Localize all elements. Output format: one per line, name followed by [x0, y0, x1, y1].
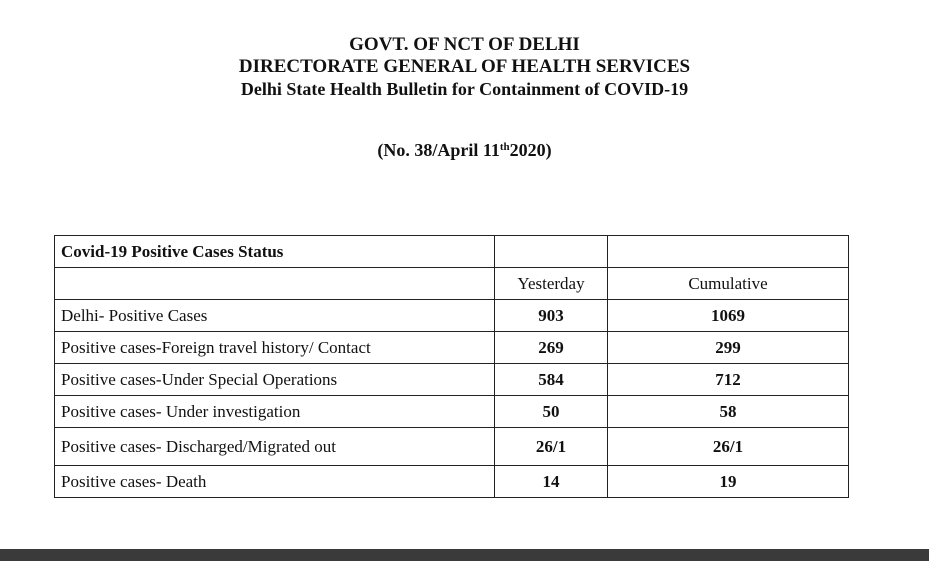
row-label: Positive cases-Foreign travel history/ Contact	[55, 332, 495, 364]
row-label: Positive cases- Under investigation	[55, 396, 495, 428]
row-cumulative-value: 26/1	[608, 428, 849, 466]
row-yesterday-value: 903	[495, 300, 608, 332]
header-bulletin-title: Delhi State Health Bulletin for Containment of COVID-19	[240, 79, 689, 99]
row-yesterday-value: 50	[495, 396, 608, 428]
column-header-cumulative: Cumulative	[608, 268, 849, 300]
table-title: Covid-19 Positive Cases Status	[55, 236, 495, 268]
table-row	[55, 332, 849, 364]
table-title-row	[55, 236, 849, 268]
table-row	[55, 428, 849, 466]
bulletin-number-sup: th	[499, 141, 510, 153]
bulletin-number	[0, 140, 929, 161]
row-cumulative-value: 19	[608, 466, 849, 498]
bottom-bar	[0, 549, 929, 561]
row-cumulative-value: 1069	[608, 300, 849, 332]
table-row	[55, 364, 849, 396]
row-cumulative-value: 299	[608, 332, 849, 364]
empty-header-cell	[495, 236, 608, 268]
bulletin-number-prefix: (No. 38/April 11	[377, 140, 500, 160]
header-directorate: DIRECTORATE GENERAL OF HEALTH SERVICES	[238, 56, 691, 77]
column-header-row	[55, 268, 849, 300]
header-govt: GOVT. OF NCT OF DELHI	[349, 34, 580, 55]
row-label: Positive cases- Discharged/Migrated out	[55, 428, 495, 466]
table-row	[55, 300, 849, 332]
table-row	[55, 396, 849, 428]
row-label: Delhi- Positive Cases	[55, 300, 495, 332]
row-yesterday-value: 269	[495, 332, 608, 364]
row-cumulative-value: 58	[608, 396, 849, 428]
row-label: Positive cases-Under Special Operations	[55, 364, 495, 396]
row-yesterday-value: 584	[495, 364, 608, 396]
column-header-yesterday: Yesterday	[495, 268, 608, 300]
row-label: Positive cases- Death	[55, 466, 495, 498]
row-yesterday-value: 14	[495, 466, 608, 498]
cases-status-table	[54, 235, 849, 498]
empty-header-cell	[608, 236, 849, 268]
empty-label-header	[55, 268, 495, 300]
table-row	[55, 466, 849, 498]
document-header	[0, 34, 929, 100]
row-yesterday-value: 26/1	[495, 428, 608, 466]
row-cumulative-value: 712	[608, 364, 849, 396]
bulletin-number-suffix: 2020)	[509, 140, 552, 160]
